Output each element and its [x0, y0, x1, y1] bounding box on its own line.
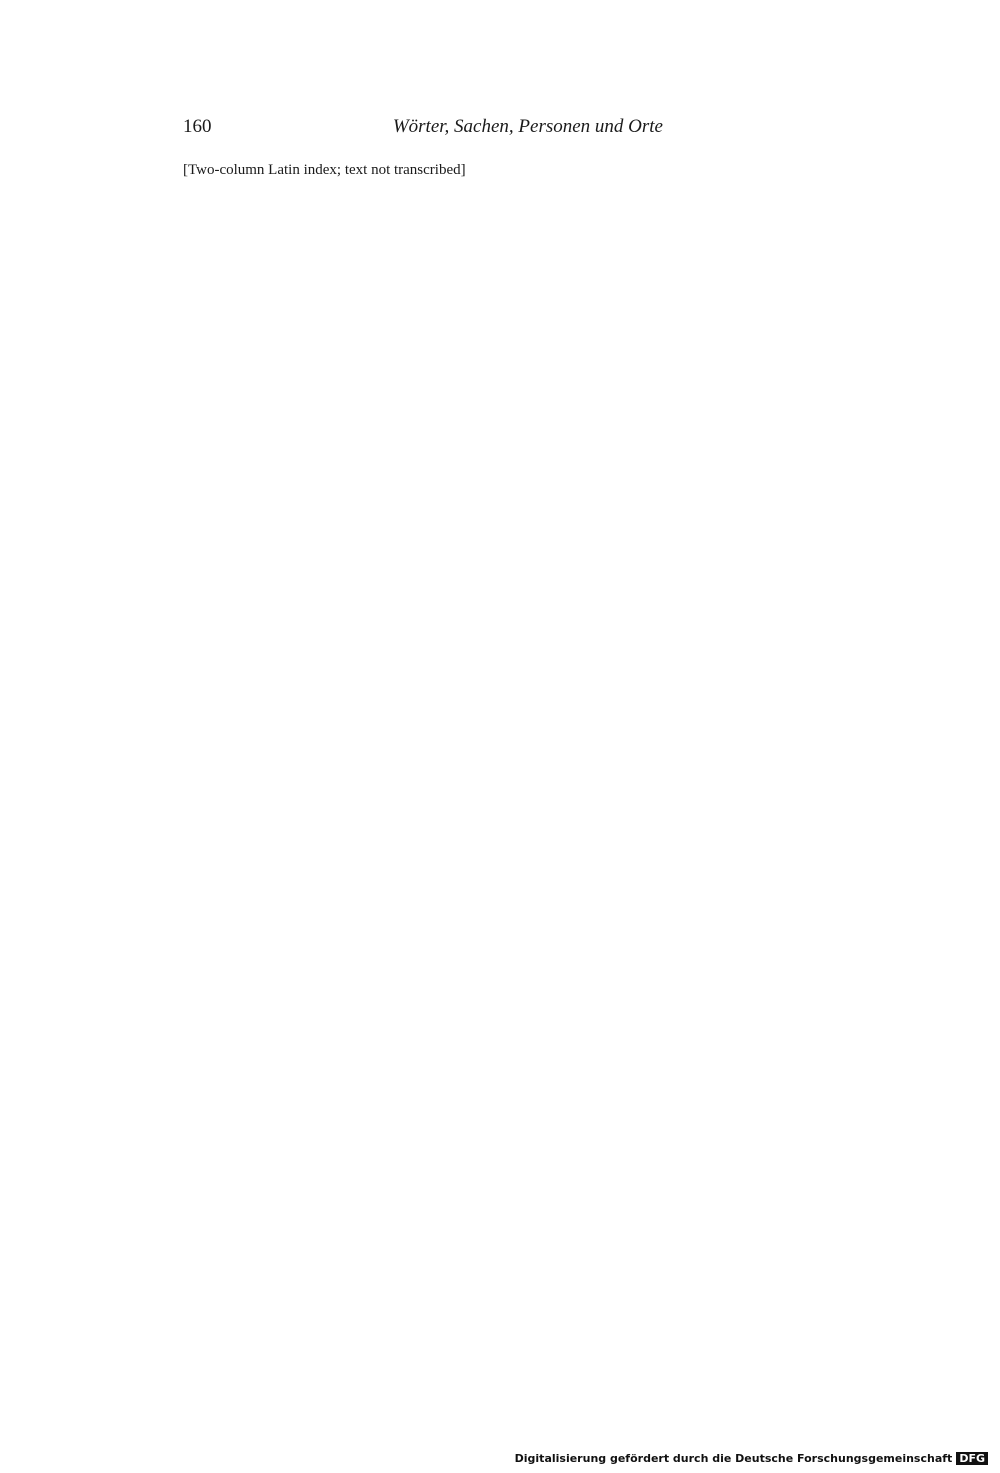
page-number: 160: [183, 116, 212, 137]
footer-credit: [515, 1452, 988, 1465]
running-title: Wörter, Sachen, Personen und Orte: [392, 116, 663, 137]
dfg-logo: DFG: [956, 1452, 988, 1465]
body-text: [Two-column Latin index; text not transcribed]: [183, 162, 466, 178]
footer-text: Digitalisierung gefördert durch die Deutsche Forschungsgemeinschaft: [514, 1452, 953, 1465]
